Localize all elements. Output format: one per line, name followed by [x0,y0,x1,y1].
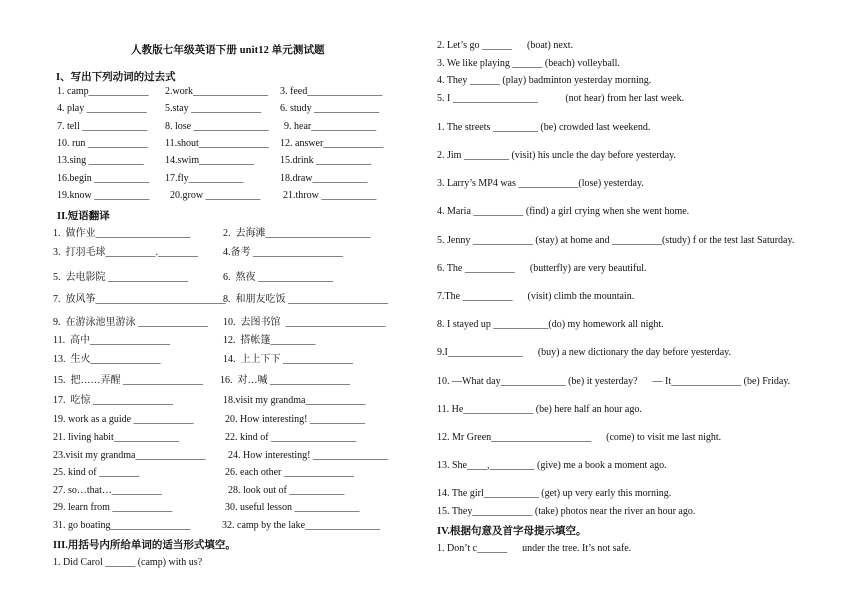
phrase-item: 13. 生火______________ [53,354,161,365]
phrase-item: 19. work as a guide ____________ [53,414,194,425]
phrase-item: 18.visit my grandma____________ [223,395,366,406]
phrase-item: 7. 放风筝__________________________ [53,294,226,305]
verb-item: 20.grow ___________ [170,190,261,201]
phrase-item: 15. 把……弄醒 ________________ [53,375,203,386]
phrase-item: 3. 打羽毛球__________.________ [53,247,198,258]
section4-heading: IV.根据句意及首字母提示填空。 [437,526,587,537]
verb-item: 2.work_______________ [165,86,269,97]
phrase-item: 31. go boating________________ [53,520,191,531]
verb-item: 12. answer____________ [280,138,384,149]
fill-item: 1. Did Carol ______ (camp) with us? [53,557,203,568]
phrase-item: 12. 搭帐篷_________ [223,335,316,346]
section3-heading: III.用括号内所给单词的适当形式填空。 [53,540,236,551]
fill-item: 5. I _________________ (not hear) from her last week. [437,93,685,104]
phrase-item: 10. 去图书馆 ____________________ [223,317,386,328]
phrase-item: 9. 在游泳池里游泳 ______________ [53,317,208,328]
phrase-item: 25. kind of ________ [53,467,140,478]
phrase-item: 11. 高中________________ [53,335,171,346]
verb-item: 3. feed_______________ [280,86,383,97]
section2-heading: II.短语翻译 [57,211,110,222]
phrase-item: 4.备考 __________________ [223,247,343,258]
verb-item: 7. tell _____________ [57,121,148,132]
verb-item: 1. camp____________ [57,86,149,97]
phrase-item: 32. camp by the lake_______________ [222,520,381,531]
left-column [50,0,430,608]
verb-item: 16.begin ___________ [57,173,150,184]
phrase-item: 16. 对…喊 ________________ [220,375,350,386]
phrase-item: 8. 和朋友吃饭 ____________________ [223,294,388,305]
fill-item: 10. —What day_____________ (be) it yesterday? — It______________ (be) Friday. [437,376,791,387]
verb-item: 8. lose _______________ [165,121,269,132]
phrase-item: 23.visit my grandma______________ [53,450,206,461]
fill-item: 2. Let’s go ______ (boat) next. [437,40,574,51]
section1-heading: I、写出下列动词的过去式 [56,72,176,83]
phrase-item: 22. kind of _________________ [225,432,357,443]
verb-item: 5.stay ______________ [165,103,262,114]
phrase-item: 28. look out of ___________ [228,485,345,496]
verb-item: 21.throw ___________ [283,190,377,201]
fill-item: 8. I stayed up ___________(do) my homework all night. [437,319,664,330]
phrase-item: 26. each other ______________ [225,467,354,478]
phrase-item: 29. learn from ____________ [53,502,173,513]
verb-item: 17.fly___________ [165,173,244,184]
phrase-item: 17. 吃惊 ________________ [53,395,173,406]
phrase-item: 20. How interesting! ___________ [225,414,365,425]
verb-item: 11.shout______________ [165,138,269,149]
verb-item: 15.drink ___________ [280,155,372,166]
verb-item: 19.know ___________ [57,190,150,201]
fill-item: 15. They____________ (take) photos near the river an hour ago. [437,506,696,517]
verb-item: 9. hear_____________ [284,121,377,132]
worksheet-title: 人教版七年级英语下册 unit12 单元测试题 [131,45,325,56]
phrase-item: 14. 上上下下 ______________ [223,354,353,365]
fill-item: 4. Maria __________ (find) a girl crying when she went home. [437,206,690,217]
phrase-item: 5. 去电影院 ________________ [53,272,188,283]
verb-item: 18.draw___________ [280,173,368,184]
fill-item: 4. They ______ (play) badminton yesterday morning. [437,75,652,86]
fill-item: 3. Larry’s MP4 was ____________(lose) yesterday. [437,178,644,189]
phrase-item: 30. useful lesson _____________ [225,502,360,513]
verb-item: 10. run ____________ [57,138,148,149]
fill-item: 1. The streets _________ (be) crowded last weekend. [437,122,651,133]
phrase-item: 27. so…that…__________ [53,485,162,496]
phrase-item: 1. 做作业___________________ [53,228,191,239]
verb-item: 4. play ____________ [57,103,147,114]
fill-item: 14. The girl___________ (get) up very early this morning. [437,488,672,499]
fill-item: 1. Don’t c______ under the tree. It’s not safe. [437,543,632,554]
fill-item: 7.The __________ (visit) climb the mountain. [437,291,635,302]
verb-item: 14.swim___________ [165,155,255,166]
fill-item: 9.I_______________ (buy) a new dictionary the day before yesterday. [437,347,731,358]
fill-item: 12. Mr Green____________________ (come) to visit me last night. [437,432,722,443]
phrase-item: 21. living habit_____________ [53,432,179,443]
phrase-item: 6. 熬夜 _______________ [223,272,333,283]
fill-item: 13. She____,_________ (give) me a book a moment ago. [437,460,667,471]
fill-item: 5. Jenny ____________ (stay) at home and __________(study) f or the test last Saturday. [437,235,795,246]
fill-item: 2. Jim _________ (visit) his uncle the day before yesterday. [437,150,677,161]
fill-item: 3. We like playing ______ (beach) volleyball. [437,58,620,69]
phrase-item: 24. How interesting! _______________ [228,450,388,461]
fill-item: 11. He______________ (be) here half an hour ago. [437,404,642,415]
right-column [437,0,847,608]
verb-item: 6. study _____________ [280,103,380,114]
verb-item: 13.sing ___________ [57,155,144,166]
fill-item: 6. The __________ (butterfly) are very beautiful. [437,263,647,274]
phrase-item: 2. 去海滩_____________________ [223,228,371,239]
